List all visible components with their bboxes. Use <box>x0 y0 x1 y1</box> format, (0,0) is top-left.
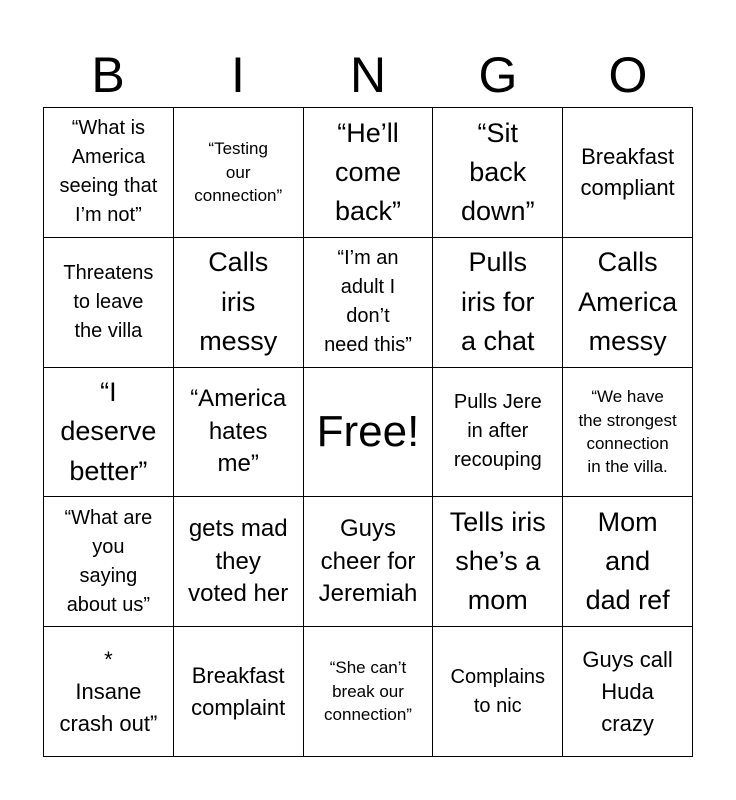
cell-text: “He’ll come back” <box>334 117 401 226</box>
header-letter-b: B <box>91 47 125 103</box>
bingo-cell-r2-c5[interactable] <box>563 238 693 368</box>
bingo-cell-r4-c2[interactable] <box>174 497 304 627</box>
bingo-cell-r3-c1[interactable] <box>44 368 174 498</box>
bingo-cell-r1-c1[interactable] <box>44 108 174 238</box>
bingo-cell-r2-c1[interactable] <box>44 238 174 368</box>
cell-text: Pulls Jere in after recouping <box>453 391 542 472</box>
cell-text: Mom and dad ref <box>585 507 670 616</box>
bingo-cell-r5-c4[interactable] <box>433 627 563 757</box>
bingo-card-grid <box>43 107 693 757</box>
bingo-cell-r5-c2[interactable] <box>174 627 304 757</box>
cell-text: Threatens to leave the villa <box>63 261 154 342</box>
bingo-cell-r3-c5[interactable] <box>563 368 693 498</box>
bingo-cell-r2-c3[interactable] <box>304 238 434 368</box>
cell-text: Tells iris she’s a mom <box>449 507 546 616</box>
bingo-cell-r5-c3[interactable] <box>304 627 434 757</box>
bingo-cell-r4-c4[interactable] <box>433 497 563 627</box>
cell-text: “I deserve better” <box>60 377 157 486</box>
bingo-cell-r5-c5[interactable] <box>563 627 693 757</box>
header-letter-n: N <box>349 47 387 103</box>
cell-text: “Sit back down” <box>461 117 535 226</box>
cell-text: “Testing our connection” <box>194 139 283 206</box>
header-letter-i: I <box>231 47 245 103</box>
cell-text: “She can’t break our connection” <box>324 658 412 725</box>
cell-text: “We have the strongest connection in the villa. <box>578 387 677 477</box>
cell-text: “What are you saying about us” <box>64 506 153 616</box>
bingo-cell-r3-c4[interactable] <box>433 368 563 498</box>
header-letter-g: G <box>478 47 518 103</box>
cell-text: Calls iris messy <box>199 247 278 356</box>
bingo-cell-r3-c2[interactable] <box>174 368 304 498</box>
cell-text: Complains to nic <box>450 665 546 717</box>
bingo-cell-r2-c2[interactable] <box>174 238 304 368</box>
bingo-cell-r1-c4[interactable] <box>433 108 563 238</box>
bingo-cell-r2-c4[interactable] <box>433 238 563 368</box>
bingo-cell-r4-c1[interactable] <box>44 497 174 627</box>
cell-text: Calls America messy <box>578 247 678 356</box>
cell-text: “I’m an adult I don’t need this” <box>324 247 412 357</box>
bingo-cell-r4-c3[interactable] <box>304 497 434 627</box>
cell-text: Breakfast complaint <box>191 662 286 720</box>
bingo-cell-r5-c1[interactable] <box>44 627 174 757</box>
cell-text: Guys cheer for Jeremiah <box>318 515 418 607</box>
cell-text: gets mad they voted her <box>188 515 289 607</box>
bingo-cell-r4-c5[interactable] <box>563 497 693 627</box>
bingo-cell-free[interactable] <box>304 368 434 498</box>
header-letter-o: O <box>608 47 648 103</box>
bingo-cell-r1-c3[interactable] <box>304 108 434 238</box>
bingo-cell-r1-c2[interactable] <box>174 108 304 238</box>
bingo-header <box>43 44 693 106</box>
cell-text: Pulls iris for a chat <box>461 247 535 356</box>
cell-text: * Insane crash out” <box>59 646 158 736</box>
free-space-label: Free! <box>316 406 420 456</box>
cell-text: “What is America seeing that I’m not” <box>59 117 158 227</box>
cell-text: Breakfast compliant <box>580 143 675 201</box>
cell-text: “America hates me” <box>190 385 287 478</box>
cell-text: Guys call Huda crazy <box>582 646 673 736</box>
bingo-cell-r1-c5[interactable] <box>563 108 693 238</box>
